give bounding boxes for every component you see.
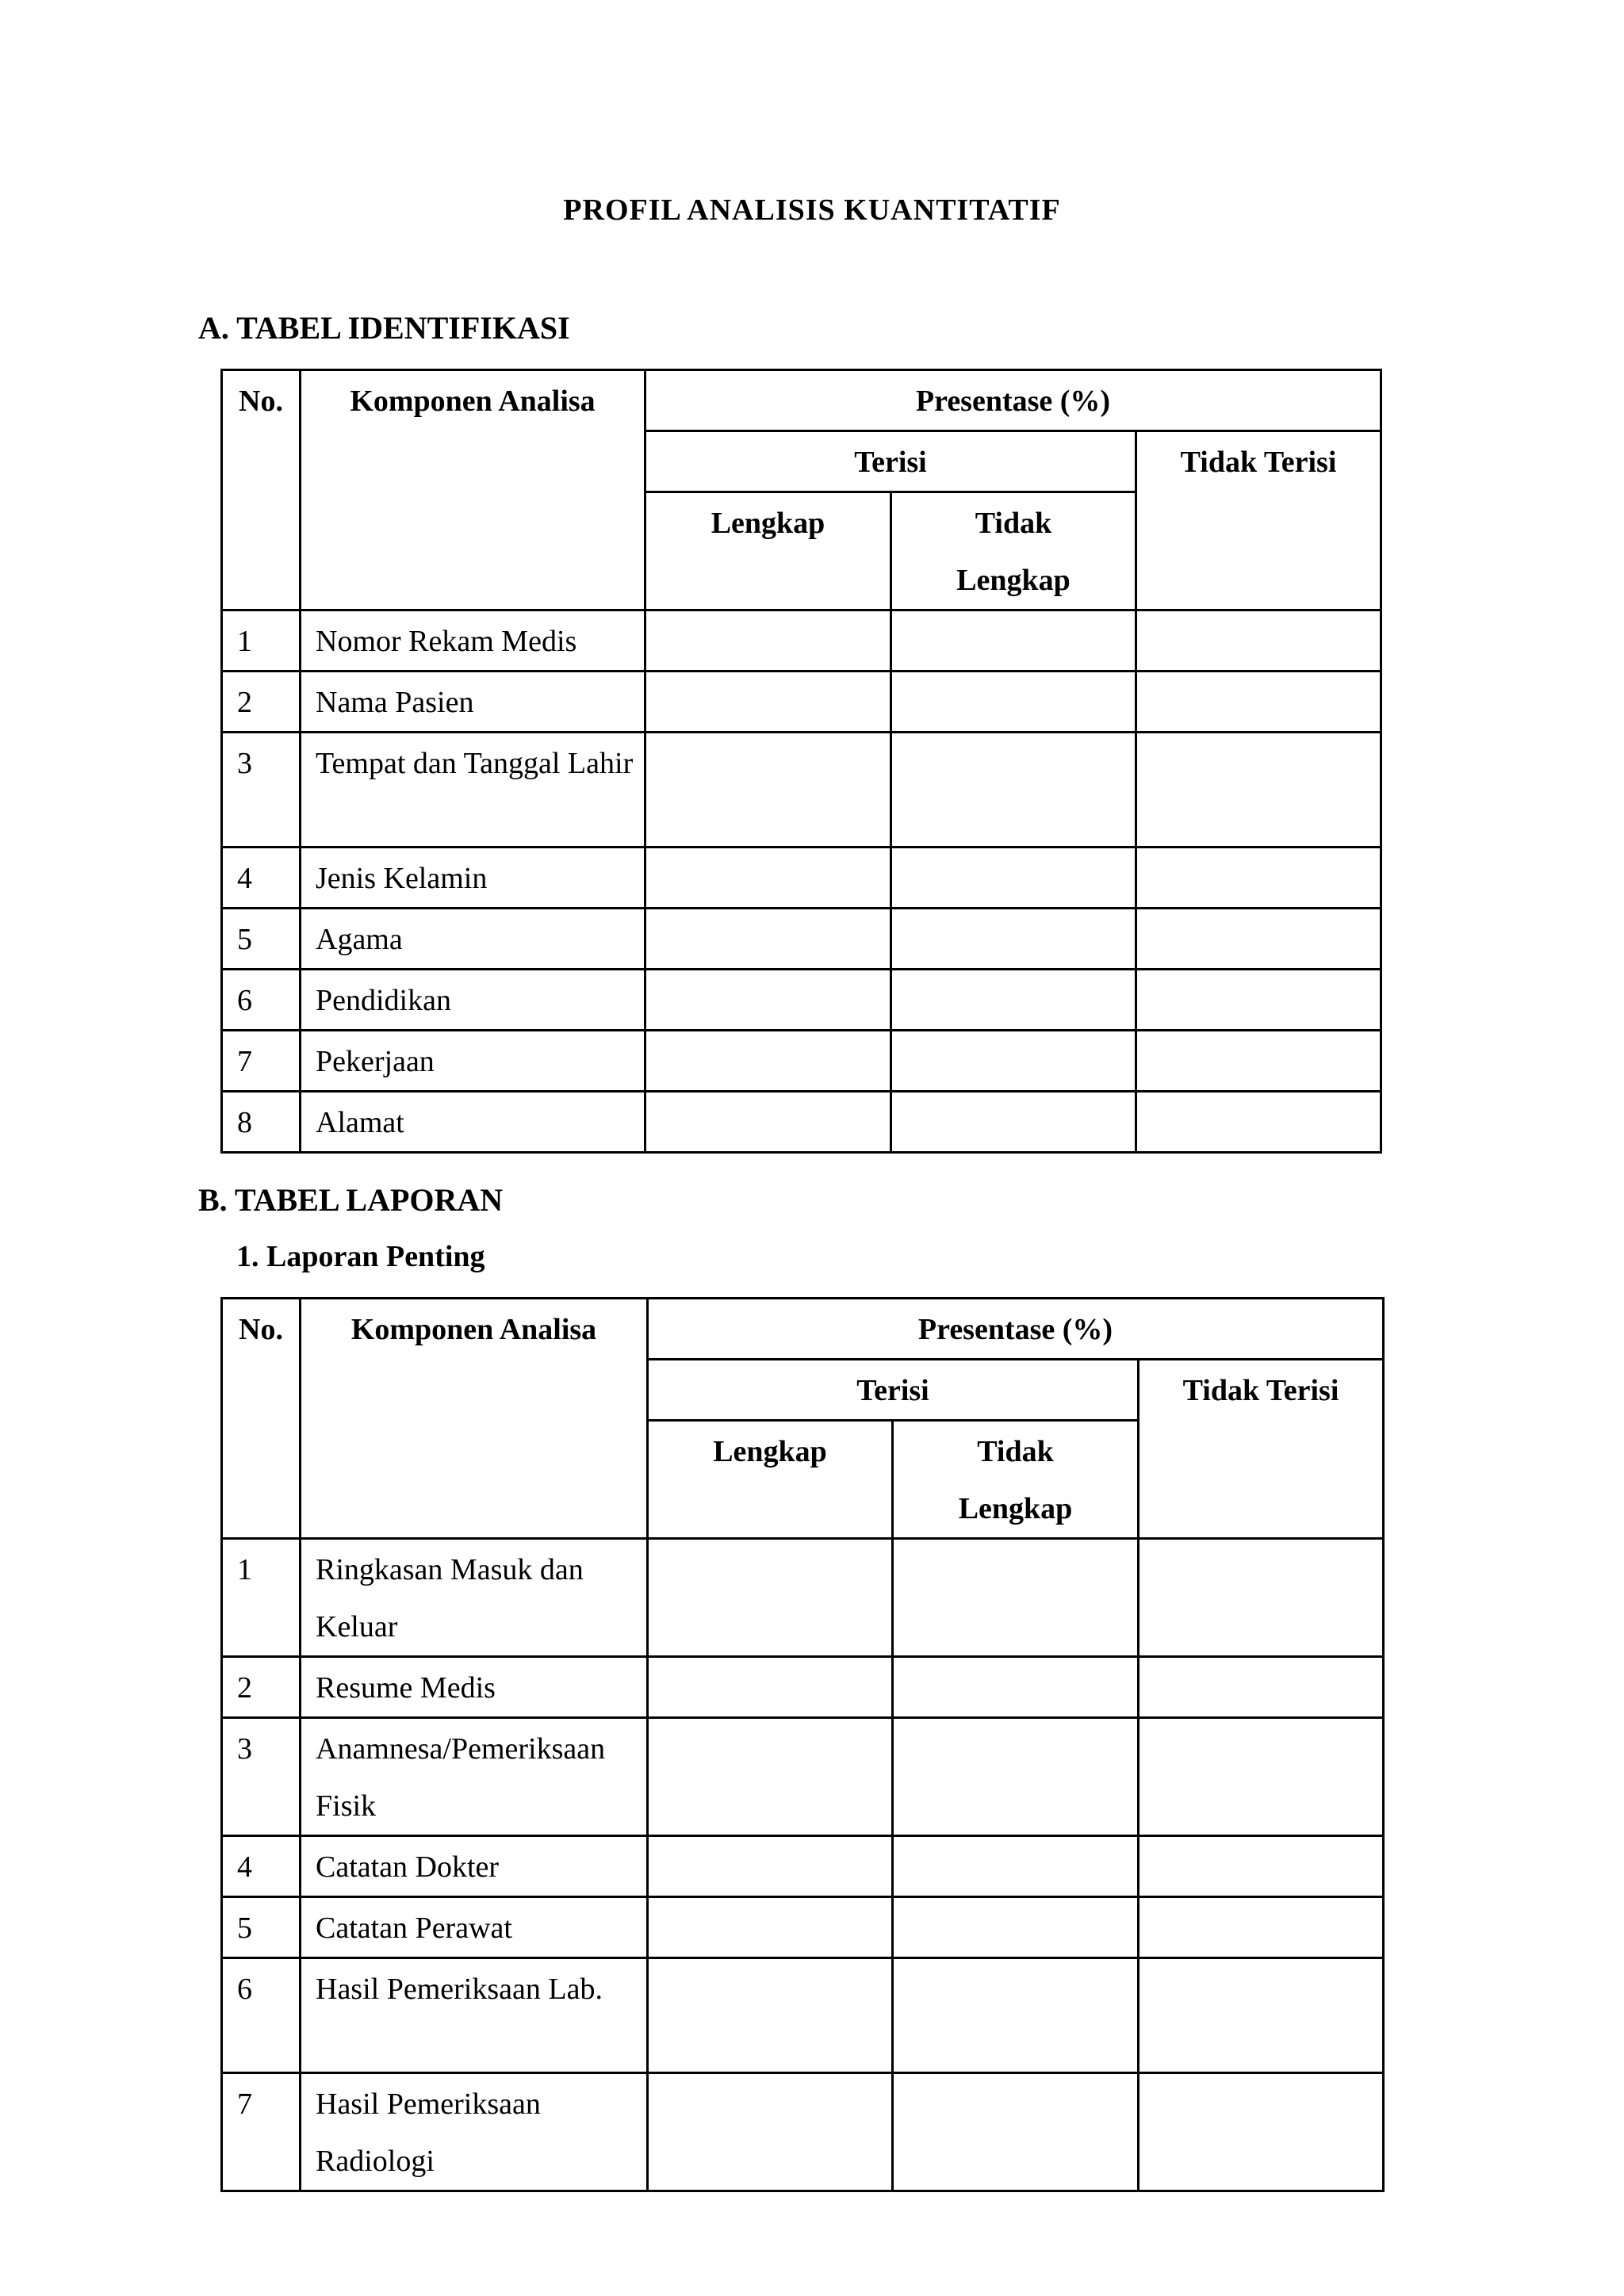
section-a-heading: A. TABEL IDENTIFIKASI bbox=[198, 310, 570, 346]
row-number: 4 bbox=[222, 848, 301, 909]
row-komponen: Tempat dan Tanggal Lahir bbox=[301, 733, 645, 848]
cell-tidak-lengkap bbox=[891, 909, 1136, 970]
cell-lengkap bbox=[645, 909, 891, 970]
row-number: 3 bbox=[222, 1718, 301, 1836]
table-row bbox=[222, 733, 1381, 848]
identification-table-body bbox=[222, 610, 1381, 1153]
cell-tidak-lengkap bbox=[891, 970, 1136, 1031]
row-number: 1 bbox=[222, 610, 301, 672]
header-terisi: Terisi bbox=[648, 1360, 1139, 1421]
header-komponen: Komponen Analisa bbox=[301, 1299, 648, 1539]
report-table bbox=[220, 1297, 1385, 2192]
cell-tidak-terisi bbox=[1136, 970, 1381, 1031]
row-number: 7 bbox=[222, 2073, 301, 2191]
row-komponen: Anamnesa/Pemeriksaan Fisik bbox=[301, 1718, 648, 1836]
cell-tidak-lengkap bbox=[893, 1539, 1139, 1657]
row-komponen: Catatan Dokter bbox=[301, 1836, 648, 1897]
cell-lengkap bbox=[645, 1031, 891, 1092]
header-no: No. bbox=[222, 1299, 301, 1539]
header-lengkap: Lengkap bbox=[645, 492, 891, 610]
cell-lengkap bbox=[648, 1836, 893, 1897]
row-number: 2 bbox=[222, 672, 301, 733]
cell-tidak-terisi bbox=[1139, 2073, 1384, 2191]
row-komponen: Pendidikan bbox=[301, 970, 645, 1031]
row-number: 6 bbox=[222, 970, 301, 1031]
cell-tidak-terisi bbox=[1139, 1836, 1384, 1897]
row-komponen: Nomor Rekam Medis bbox=[301, 610, 645, 672]
header-tidak-terisi: Tidak Terisi bbox=[1136, 431, 1381, 610]
row-number: 3 bbox=[222, 733, 301, 848]
table-row bbox=[222, 848, 1381, 909]
header-komponen: Komponen Analisa bbox=[301, 370, 645, 610]
table-row bbox=[222, 2073, 1384, 2191]
row-komponen: Agama bbox=[301, 909, 645, 970]
cell-lengkap bbox=[648, 2073, 893, 2191]
header-no: No. bbox=[222, 370, 301, 610]
cell-tidak-terisi bbox=[1136, 848, 1381, 909]
cell-lengkap bbox=[645, 733, 891, 848]
cell-lengkap bbox=[645, 970, 891, 1031]
cell-tidak-lengkap bbox=[891, 733, 1136, 848]
cell-lengkap bbox=[648, 1657, 893, 1718]
cell-tidak-lengkap bbox=[893, 1836, 1139, 1897]
row-komponen: Ringkasan Masuk dan Keluar bbox=[301, 1539, 648, 1657]
report-table-body bbox=[222, 1539, 1384, 2191]
row-komponen: Resume Medis bbox=[301, 1657, 648, 1718]
cell-tidak-terisi bbox=[1139, 1657, 1384, 1718]
table-row bbox=[222, 1958, 1384, 2073]
cell-lengkap bbox=[648, 1718, 893, 1836]
header-tidak-terisi: Tidak Terisi bbox=[1139, 1360, 1384, 1539]
header-presentase: Presentase (%) bbox=[645, 370, 1381, 431]
cell-tidak-terisi bbox=[1136, 610, 1381, 672]
table-row bbox=[222, 1897, 1384, 1958]
header-presentase: Presentase (%) bbox=[648, 1299, 1384, 1360]
cell-tidak-terisi bbox=[1139, 1539, 1384, 1657]
row-number: 5 bbox=[222, 909, 301, 970]
cell-tidak-terisi bbox=[1136, 733, 1381, 848]
cell-tidak-terisi bbox=[1136, 1092, 1381, 1153]
cell-tidak-terisi bbox=[1136, 909, 1381, 970]
cell-lengkap bbox=[648, 1539, 893, 1657]
table-row bbox=[222, 1718, 1384, 1836]
cell-tidak-lengkap bbox=[893, 1718, 1139, 1836]
cell-tidak-terisi bbox=[1136, 1031, 1381, 1092]
identification-table bbox=[220, 369, 1382, 1154]
header-terisi: Terisi bbox=[645, 431, 1136, 492]
table-row bbox=[222, 1539, 1384, 1657]
row-number: 4 bbox=[222, 1836, 301, 1897]
table-row bbox=[222, 1031, 1381, 1092]
table-row bbox=[222, 672, 1381, 733]
cell-tidak-terisi bbox=[1139, 1897, 1384, 1958]
row-number: 8 bbox=[222, 1092, 301, 1153]
row-komponen: Pekerjaan bbox=[301, 1031, 645, 1092]
page-title: PROFIL ANALISIS KUANTITATIF bbox=[563, 193, 1061, 227]
table-row bbox=[222, 610, 1381, 672]
row-komponen: Jenis Kelamin bbox=[301, 848, 645, 909]
cell-tidak-lengkap bbox=[893, 1657, 1139, 1718]
row-komponen: Nama Pasien bbox=[301, 672, 645, 733]
table-row bbox=[222, 970, 1381, 1031]
cell-tidak-terisi bbox=[1139, 1958, 1384, 2073]
row-number: 7 bbox=[222, 1031, 301, 1092]
section-b-heading: B. TABEL LAPORAN bbox=[198, 1182, 504, 1218]
cell-tidak-lengkap bbox=[891, 610, 1136, 672]
cell-tidak-lengkap bbox=[893, 1897, 1139, 1958]
header-tidak-lengkap: Tidak Lengkap bbox=[891, 492, 1136, 610]
table-row bbox=[222, 1836, 1384, 1897]
row-number: 5 bbox=[222, 1897, 301, 1958]
row-number: 1 bbox=[222, 1539, 301, 1657]
row-komponen: Hasil Pemeriksaan Lab. bbox=[301, 1958, 648, 2073]
cell-tidak-terisi bbox=[1136, 672, 1381, 733]
cell-lengkap bbox=[645, 848, 891, 909]
cell-lengkap bbox=[645, 672, 891, 733]
row-number: 6 bbox=[222, 1958, 301, 2073]
header-lengkap: Lengkap bbox=[648, 1421, 893, 1539]
section-b-subheading: 1. Laporan Penting bbox=[236, 1240, 485, 1273]
cell-lengkap bbox=[645, 1092, 891, 1153]
cell-lengkap bbox=[648, 1897, 893, 1958]
table-row bbox=[222, 909, 1381, 970]
header-tidak-lengkap: Tidak Lengkap bbox=[893, 1421, 1139, 1539]
row-komponen: Catatan Perawat bbox=[301, 1897, 648, 1958]
cell-tidak-lengkap bbox=[893, 1958, 1139, 2073]
table-row bbox=[222, 1657, 1384, 1718]
cell-lengkap bbox=[645, 610, 891, 672]
cell-tidak-lengkap bbox=[891, 1092, 1136, 1153]
cell-tidak-lengkap bbox=[891, 848, 1136, 909]
row-komponen: Alamat bbox=[301, 1092, 645, 1153]
row-komponen: Hasil Pemeriksaan Radiologi bbox=[301, 2073, 648, 2191]
cell-tidak-lengkap bbox=[891, 1031, 1136, 1092]
cell-lengkap bbox=[648, 1958, 893, 2073]
cell-tidak-terisi bbox=[1139, 1718, 1384, 1836]
table-row bbox=[222, 1092, 1381, 1153]
cell-tidak-lengkap bbox=[893, 2073, 1139, 2191]
cell-tidak-lengkap bbox=[891, 672, 1136, 733]
row-number: 2 bbox=[222, 1657, 301, 1718]
